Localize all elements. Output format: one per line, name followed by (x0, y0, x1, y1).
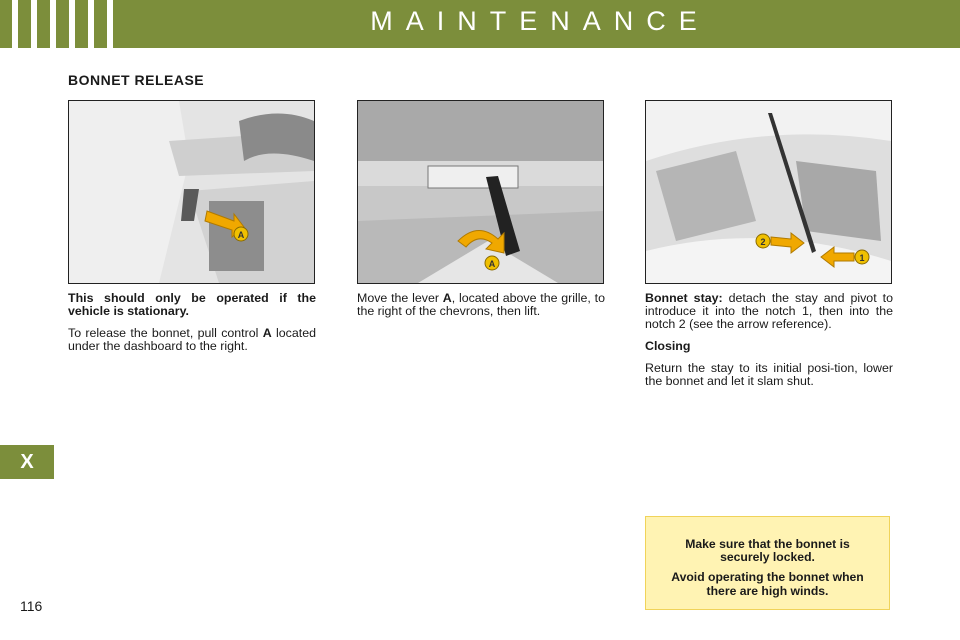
closing-instruction: Return the stay to its initial posi-tion, lower the bonnet and let it slam shut. (645, 361, 893, 389)
warning-line: Avoid operating the bonnet when there are high winds. (671, 570, 864, 598)
column-bonnet-stay (645, 292, 893, 397)
figure-marker-a: A (237, 230, 245, 240)
section-heading: BONNET RELEASE (68, 72, 205, 88)
figure-marker-1: 1 (859, 253, 865, 263)
page-number: 116 (20, 598, 43, 614)
chapter-title: MAINTENANCE (370, 6, 710, 36)
figure-dashboard-release (68, 100, 315, 284)
header-stripe (12, 0, 18, 48)
figure-marker-2: 2 (760, 237, 766, 247)
instruction-text: To release the bonnet, pull control (68, 326, 259, 341)
control-ref: A (262, 326, 272, 341)
header-stripe (31, 0, 37, 48)
instruction-text: detach the stay and pivot to introduce it into the notch 1, then into the notch 2 (see the arrow reference). (645, 291, 893, 332)
chapter-tab: X (0, 445, 54, 479)
figure-marker-a: A (488, 259, 496, 269)
instruction-text: , located above the grille, to the right of the chevrons, then lift. (357, 291, 605, 319)
header-stripe (69, 0, 75, 48)
stay-instruction (645, 292, 893, 331)
stay-label: Bonnet stay: (645, 291, 723, 305)
column-grille-lever (357, 292, 605, 327)
header-stripes (12, 0, 113, 48)
chapter-header (0, 0, 960, 48)
release-instruction (68, 327, 316, 353)
instruction-text: Move the lever (357, 291, 439, 305)
figure-grille-lever (357, 100, 604, 284)
stationary-warning: This should only be operated if the vehicle is stationary. (68, 291, 316, 319)
header-stripe (88, 0, 94, 48)
lever-instruction (357, 292, 605, 318)
lever-ref: A (442, 291, 452, 305)
figure-bonnet-stay (645, 100, 892, 284)
warning-box (645, 516, 890, 610)
instruction-text: located under the dashboard to the right. (68, 326, 316, 354)
header-stripe (50, 0, 56, 48)
closing-heading: Closing (645, 339, 691, 354)
warning-line: Make sure that the bonnet is securely locked. (685, 537, 850, 565)
header-stripe (107, 0, 113, 48)
column-dashboard-release (68, 292, 316, 362)
